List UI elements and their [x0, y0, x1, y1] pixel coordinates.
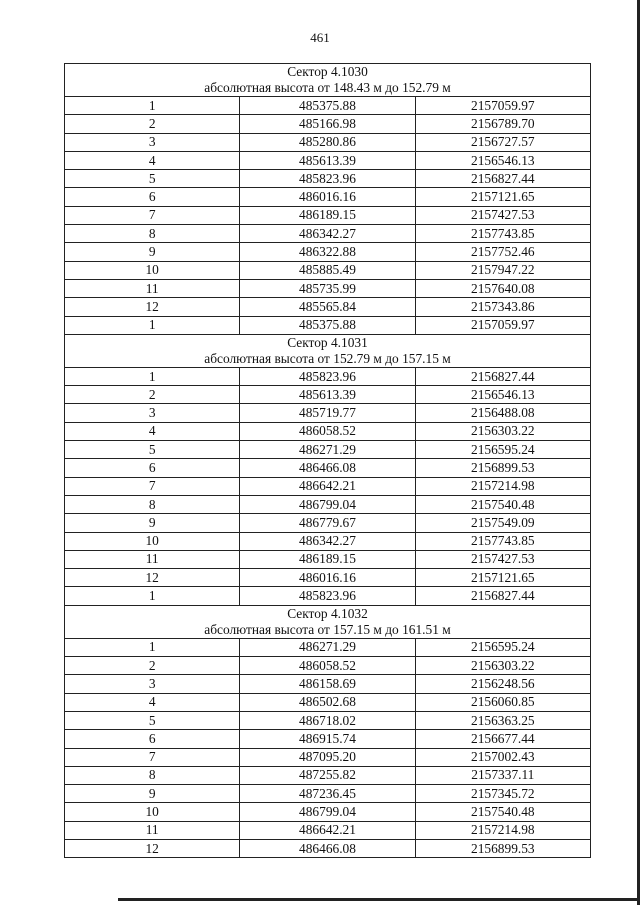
y-coordinate: 2157214.98 [415, 477, 590, 495]
point-number: 8 [65, 225, 240, 243]
y-coordinate: 2157540.48 [415, 803, 590, 821]
point-number: 5 [65, 441, 240, 459]
y-coordinate: 2157214.98 [415, 821, 590, 839]
x-coordinate: 486915.74 [240, 730, 415, 748]
table-row [65, 279, 591, 297]
point-number: 12 [65, 569, 240, 587]
x-coordinate: 485166.98 [240, 115, 415, 133]
y-coordinate: 2157059.97 [415, 97, 590, 115]
table-row [65, 206, 591, 224]
table-row [65, 261, 591, 279]
point-number: 9 [65, 514, 240, 532]
point-number: 10 [65, 532, 240, 550]
y-coordinate: 2156899.53 [415, 839, 590, 857]
y-coordinate: 2157121.65 [415, 188, 590, 206]
y-coordinate: 2156595.24 [415, 638, 590, 656]
table-row [65, 821, 591, 839]
y-coordinate: 2157947.22 [415, 261, 590, 279]
point-number: 11 [65, 279, 240, 297]
point-number: 8 [65, 766, 240, 784]
y-coordinate: 2157343.86 [415, 298, 590, 316]
sector-title-row [65, 334, 591, 351]
x-coordinate: 486342.27 [240, 532, 415, 550]
y-coordinate: 2156248.56 [415, 675, 590, 693]
x-coordinate: 485823.96 [240, 367, 415, 385]
point-number: 5 [65, 711, 240, 729]
sector-title: Сектор 4.1032 [65, 605, 591, 622]
y-coordinate: 2157752.46 [415, 243, 590, 261]
y-coordinate: 2156303.22 [415, 422, 590, 440]
y-coordinate: 2157427.53 [415, 550, 590, 568]
table-row [65, 367, 591, 385]
table-row [65, 188, 591, 206]
point-number: 4 [65, 151, 240, 169]
point-number: 3 [65, 675, 240, 693]
y-coordinate: 2156899.53 [415, 459, 590, 477]
point-number: 10 [65, 261, 240, 279]
table-row [65, 97, 591, 115]
table-row [65, 441, 591, 459]
y-coordinate: 2156546.13 [415, 386, 590, 404]
point-number: 5 [65, 170, 240, 188]
point-number: 8 [65, 495, 240, 513]
point-number: 4 [65, 693, 240, 711]
x-coordinate: 487095.20 [240, 748, 415, 766]
table-row [65, 693, 591, 711]
y-coordinate: 2157059.97 [415, 316, 590, 334]
point-number: 7 [65, 748, 240, 766]
point-number: 1 [65, 587, 240, 605]
sector-title-row [65, 605, 591, 622]
point-number: 1 [65, 97, 240, 115]
x-coordinate: 486642.21 [240, 821, 415, 839]
x-coordinate: 486502.68 [240, 693, 415, 711]
x-coordinate: 485565.84 [240, 298, 415, 316]
table-row [65, 675, 591, 693]
y-coordinate: 2157549.09 [415, 514, 590, 532]
point-number: 2 [65, 386, 240, 404]
point-number: 2 [65, 115, 240, 133]
y-coordinate: 2156677.44 [415, 730, 590, 748]
sector-subtitle-row [65, 622, 591, 639]
point-number: 10 [65, 803, 240, 821]
y-coordinate: 2157427.53 [415, 206, 590, 224]
y-coordinate: 2156827.44 [415, 587, 590, 605]
x-coordinate: 486271.29 [240, 441, 415, 459]
x-coordinate: 486016.16 [240, 569, 415, 587]
x-coordinate: 487236.45 [240, 785, 415, 803]
y-coordinate: 2156727.57 [415, 133, 590, 151]
table-row [65, 748, 591, 766]
x-coordinate: 486799.04 [240, 803, 415, 821]
table-row [65, 839, 591, 857]
table-row [65, 514, 591, 532]
table-row [65, 766, 591, 784]
table-row [65, 803, 591, 821]
x-coordinate: 485280.86 [240, 133, 415, 151]
point-number: 9 [65, 785, 240, 803]
table-row [65, 587, 591, 605]
x-coordinate: 486718.02 [240, 711, 415, 729]
x-coordinate: 486058.52 [240, 657, 415, 675]
sector-title: Сектор 4.1030 [65, 64, 591, 81]
x-coordinate: 485375.88 [240, 316, 415, 334]
x-coordinate: 486189.15 [240, 550, 415, 568]
point-number: 1 [65, 316, 240, 334]
point-number: 7 [65, 477, 240, 495]
table-row [65, 170, 591, 188]
table-row [65, 711, 591, 729]
point-number: 11 [65, 550, 240, 568]
x-coordinate: 485613.39 [240, 386, 415, 404]
table-row [65, 316, 591, 334]
x-coordinate: 486779.67 [240, 514, 415, 532]
y-coordinate: 2156789.70 [415, 115, 590, 133]
table-row [65, 422, 591, 440]
y-coordinate: 2156363.25 [415, 711, 590, 729]
x-coordinate: 485735.99 [240, 279, 415, 297]
point-number: 2 [65, 657, 240, 675]
table-row [65, 532, 591, 550]
point-number: 12 [65, 298, 240, 316]
table-row [65, 495, 591, 513]
sector-title: Сектор 4.1031 [65, 334, 591, 351]
x-coordinate: 485613.39 [240, 151, 415, 169]
x-coordinate: 486271.29 [240, 638, 415, 656]
y-coordinate: 2157337.11 [415, 766, 590, 784]
y-coordinate: 2156060.85 [415, 693, 590, 711]
point-number: 1 [65, 638, 240, 656]
x-coordinate: 485823.96 [240, 170, 415, 188]
sector-elevation: абсолютная высота от 157.15 м до 161.51 м [65, 622, 591, 639]
x-coordinate: 486642.21 [240, 477, 415, 495]
sector-elevation: абсолютная высота от 152.79 м до 157.15 м [65, 351, 591, 368]
x-coordinate: 486342.27 [240, 225, 415, 243]
x-coordinate: 486058.52 [240, 422, 415, 440]
point-number: 4 [65, 422, 240, 440]
x-coordinate: 486016.16 [240, 188, 415, 206]
table-row [65, 298, 591, 316]
point-number: 6 [65, 188, 240, 206]
table-row [65, 550, 591, 568]
y-coordinate: 2157743.85 [415, 225, 590, 243]
y-coordinate: 2157540.48 [415, 495, 590, 513]
table-row [65, 459, 591, 477]
table-row [65, 785, 591, 803]
table-row [65, 386, 591, 404]
point-number: 12 [65, 839, 240, 857]
y-coordinate: 2157640.08 [415, 279, 590, 297]
table-row [65, 638, 591, 656]
x-coordinate: 486466.08 [240, 839, 415, 857]
point-number: 6 [65, 459, 240, 477]
page-number: 461 [310, 30, 330, 45]
x-coordinate: 486158.69 [240, 675, 415, 693]
point-number: 3 [65, 404, 240, 422]
y-coordinate: 2157121.65 [415, 569, 590, 587]
point-number: 7 [65, 206, 240, 224]
y-coordinate: 2157743.85 [415, 532, 590, 550]
point-number: 3 [65, 133, 240, 151]
table-row [65, 243, 591, 261]
y-coordinate: 2156546.13 [415, 151, 590, 169]
x-coordinate: 486466.08 [240, 459, 415, 477]
point-number: 6 [65, 730, 240, 748]
table-row [65, 569, 591, 587]
x-coordinate: 485375.88 [240, 97, 415, 115]
y-coordinate: 2156488.08 [415, 404, 590, 422]
table-row [65, 477, 591, 495]
x-coordinate: 485885.49 [240, 261, 415, 279]
sector-subtitle-row [65, 351, 591, 368]
x-coordinate: 486322.88 [240, 243, 415, 261]
table-row [65, 115, 591, 133]
y-coordinate: 2156595.24 [415, 441, 590, 459]
table-row [65, 133, 591, 151]
point-number: 11 [65, 821, 240, 839]
scan-border-bottom [118, 898, 640, 901]
table-row [65, 404, 591, 422]
x-coordinate: 487255.82 [240, 766, 415, 784]
x-coordinate: 485823.96 [240, 587, 415, 605]
y-coordinate: 2157002.43 [415, 748, 590, 766]
y-coordinate: 2156827.44 [415, 367, 590, 385]
point-number: 9 [65, 243, 240, 261]
x-coordinate: 486799.04 [240, 495, 415, 513]
sector-elevation: абсолютная высота от 148.43 м до 152.79 м [65, 80, 591, 97]
coordinates-table [64, 63, 591, 858]
table-row [65, 151, 591, 169]
y-coordinate: 2156303.22 [415, 657, 590, 675]
x-coordinate: 485719.77 [240, 404, 415, 422]
x-coordinate: 486189.15 [240, 206, 415, 224]
y-coordinate: 2157345.72 [415, 785, 590, 803]
table-row [65, 225, 591, 243]
y-coordinate: 2156827.44 [415, 170, 590, 188]
table-row [65, 730, 591, 748]
table-body [65, 64, 591, 858]
point-number: 1 [65, 367, 240, 385]
sector-title-row [65, 64, 591, 81]
table-row [65, 657, 591, 675]
sector-subtitle-row [65, 80, 591, 97]
